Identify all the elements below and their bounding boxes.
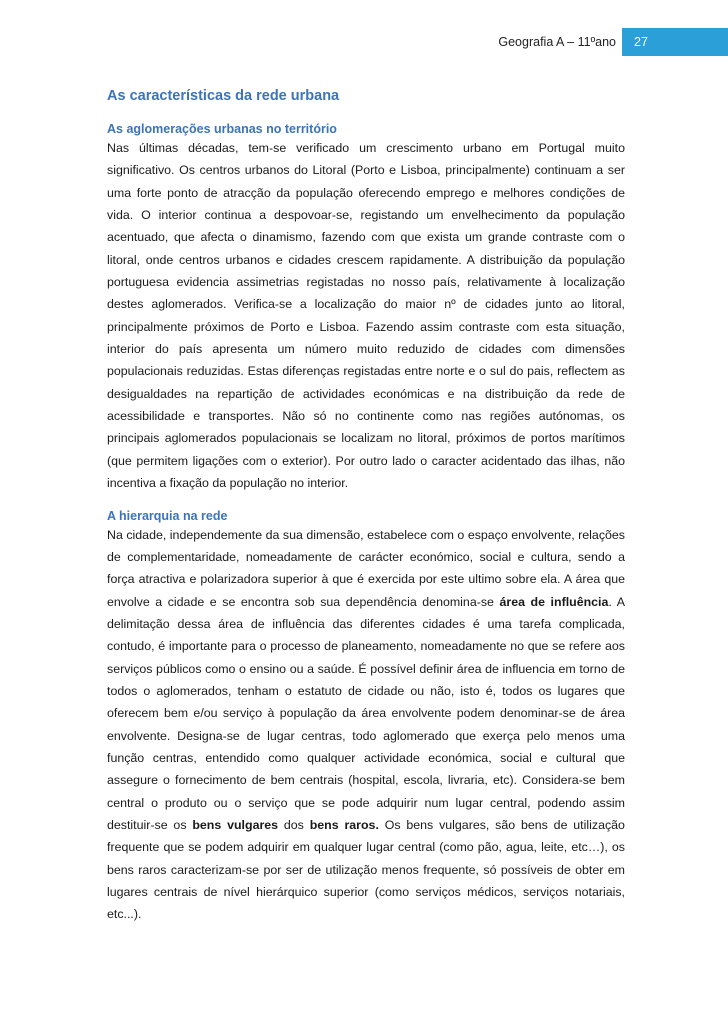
section-heading: As aglomerações urbanas no território [107, 122, 337, 136]
bold-term: bens raros. [309, 817, 379, 832]
text-run: Na cidade, independemente da sua dimensão, estabelece com o espaço envolvente, relações de complementaridade, nomeadamente de carácter económico, social e cultura, sendo a força atractiva e polarizadora superior à que é exercida por este ultimo sobre ela. A área que envolve a cidade e se encontra sob sua dependência denomina-se [107, 527, 625, 609]
section-urban-agglomerations [107, 121, 625, 495]
body-paragraph: Nas últimas décadas, tem-se verificado um crescimento urbano em Portugal muito significativo. Os centros urbanos do Litoral (Porto e Lisboa, principalmente) continuam a ser uma forte ponto de atracção da população oferecendo emprego e melhores condições de vida. O interior continua a despovoar-se, registando um envelhecimento da população acentuado, que afecta o dinamismo, fazendo com que exista um grande contraste com o litoral, onde centros urbanos e cidades crescem rapidamente. A distribuição da população portuguesa evidencia assimetrias registadas no nosso país, relativamente à localização destes aglomerados. Verifica-se a localização do maior nº de cidades junto ao litoral, principalmente próximos de Porto e Lisboa. Fazendo assim contraste com esta situação, interior do país apresenta um número muito reduzido de cidades com dimensões populacionais reduzidas. Estas diferenças registadas entre norte e o sul do pais, reflectem as desigualdades na repartição de actividades económicas e na distribuição da rede de acessibilidade e transportes. Não só no continente como nas regiões autónomas, os principais aglomerados populacionais se localizam no litoral, próximos de portos marítimos (que permitem ligações com o exterior). Por outro lado o caracter acidentado das ilhas, não incentiva a fixação da população no interior. [107, 141, 625, 491]
section-heading: A hierarquia na rede [107, 508, 228, 523]
text-run: . A delimitação dessa área de influência das diferentes cidades é uma tarefa complicada, contudo, é importante para o processo de planeamento, nomeadamente no que se refere aos serviços públicos como o ensino ou a saúde. É possível definir área de influencia em torno de todos o aglomerados, tenham o estatuto de cidade ou não, isto é, todos os lugares que oferecem bem e/ou serviço à população da área envolvente podem denominar-se de área envolvente. Designa-se de lugar centras, todo aglomerado que exerça pelo menos uma função centras, entendido como qualquer actividade económica, social e cultural que assegure o fornecimento de bem centrais (hospital, escola, livraria, etc). Considera-se bem central o produto ou o serviço que se pode adquirir num lugar central, podendo assim destituir-se os [107, 594, 625, 832]
main-title: As características da rede urbana [107, 88, 340, 104]
bold-term: área de influência [499, 594, 609, 609]
page-number-tab [622, 28, 728, 56]
page-body [107, 88, 625, 926]
page-header [0, 0, 728, 60]
header-title: Geografia A – 11ºano [498, 35, 616, 49]
bold-term: bens vulgares [192, 817, 279, 832]
page-number: 27 [634, 35, 648, 49]
section-hierarchy [107, 508, 625, 926]
body-paragraph [107, 524, 625, 926]
text-run: dos [278, 817, 310, 832]
text-run: Os bens vulgares, são bens de utilização frequente que se podem adquirir em qualquer lugar central (como pão, agua, leite, etc…), os bens raros caracterizam-se por ser de utilização menos frequente, só possíveis de obter em lugares centrais de nível hierárquico superior (como serviços médicos, serviços notariais, etc...). [107, 817, 625, 922]
